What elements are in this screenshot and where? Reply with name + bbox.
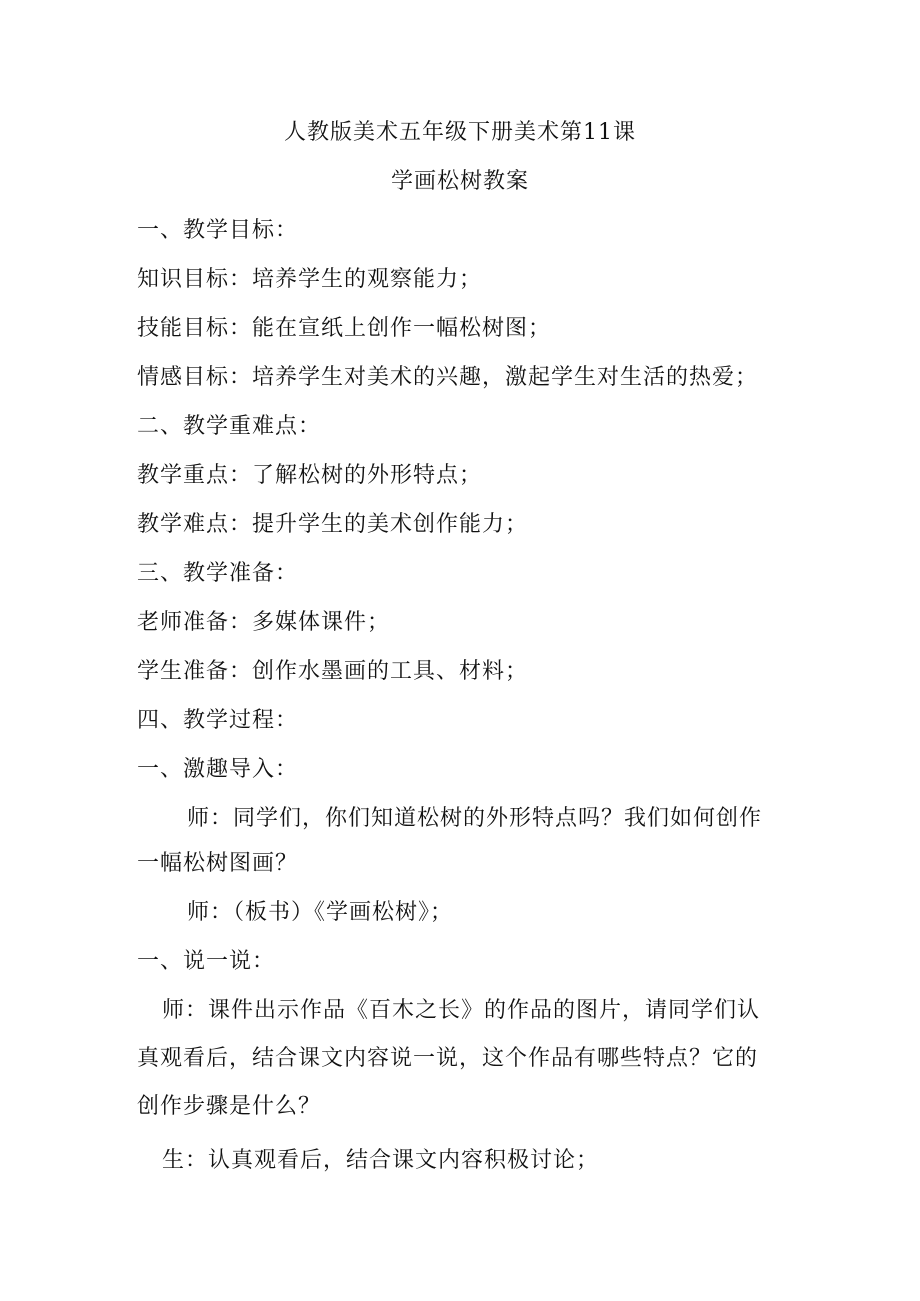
paragraph-teacher-preparation: 老师准备：多媒体课件； [137, 610, 391, 635]
paragraph-emotion-goal: 情感目标：培养学生对美术的兴趣，激起学生对生活的热爱； [137, 365, 759, 390]
paragraph-courseware-continued: 真观看后，结合课文内容说一说，这个作品有哪些特点？它的 [137, 1046, 759, 1071]
section-heading-process: 四、教学过程： [137, 708, 299, 733]
subheading-discussion: 一、说一说： [137, 949, 276, 974]
subheading-introduction: 一、激趣导入： [137, 757, 299, 782]
section-heading-key-points: 二、教学重难点： [137, 414, 322, 439]
paragraph-courseware: 师：课件出示作品《百木之长》的作品的图片，请同学们认 [162, 998, 761, 1023]
paragraph-teacher-question: 师：同学们，你们知道松树的外形特点吗？我们如何创作 [187, 806, 763, 831]
paragraph-key-point: 教学重点：了解松树的外形特点； [137, 463, 483, 488]
paragraph-courseware-end: 创作步骤是什么？ [137, 1094, 322, 1119]
section-heading-objectives: 一、教学目标： [137, 218, 299, 243]
paragraph-knowledge-goal: 知识目标：培养学生的观察能力； [137, 267, 483, 292]
paragraph-blackboard: 师：（板书）《学画松树》； [187, 900, 454, 925]
paragraph-difficult-point: 教学难点：提升学生的美术创作能力； [137, 512, 529, 537]
section-heading-preparation: 三、教学准备： [137, 561, 299, 586]
paragraph-student-preparation: 学生准备：创作水墨画的工具、材料； [137, 659, 529, 684]
paragraph-teacher-question-continued: 一幅松树图画？ [137, 851, 299, 876]
document-title: 人教版美术五年级下册美术第11课 [284, 120, 636, 145]
paragraph-skill-goal: 技能目标：能在宣纸上创作一幅松树图； [137, 316, 552, 341]
document-subtitle: 学画松树教案 [390, 169, 529, 194]
paragraph-student-response: 生：认真观看后，结合课文内容积极讨论； [162, 1148, 600, 1173]
